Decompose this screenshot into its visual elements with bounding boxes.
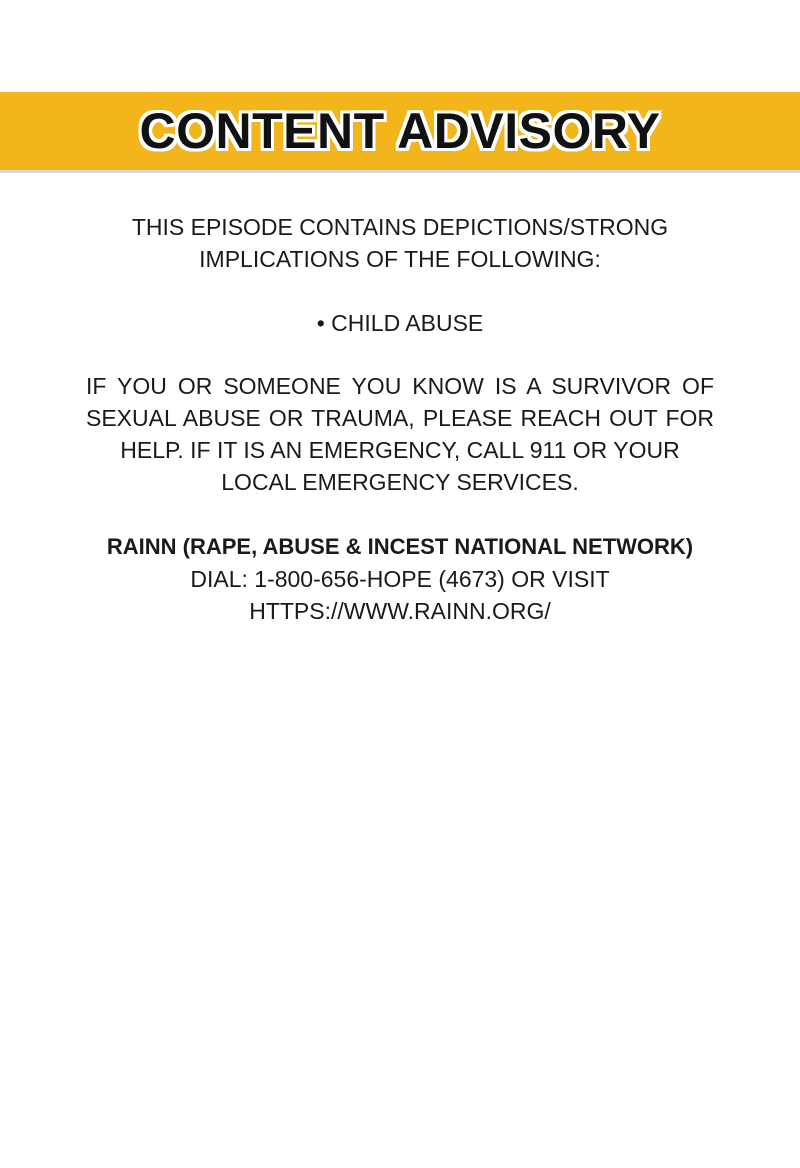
warning-list <box>80 307 720 339</box>
help-line-1: IF YOU OR SOMEONE YOU KNOW IS A SURVIVOR OF <box>86 373 714 399</box>
help-line-4: LOCAL EMERGENCY SERVICES. <box>221 469 579 495</box>
help-paragraph <box>86 370 714 498</box>
resource-phone: DIAL: 1-800-656-HOPE (4673) OR VISIT <box>190 566 610 592</box>
warning-item: • CHILD ABUSE <box>316 310 484 336</box>
intro-line-1: THIS EPISODE CONTAINS DEPICTIONS/STRONG <box>131 214 669 240</box>
resource-name: RAINN (RAPE, ABUSE & INCEST NATIONAL NETWORK) <box>106 534 694 559</box>
page-title: CONTENT ADVISORY <box>139 103 661 159</box>
intro-line-2: IMPLICATIONS OF THE FOLLOWING: <box>199 246 601 272</box>
advisory-banner <box>0 92 800 173</box>
help-line-3: HELP. IF IT IS AN EMERGENCY, CALL 911 OR YOUR <box>120 437 680 463</box>
resource-url: HTTPS://WWW.RAINN.ORG/ <box>249 598 551 624</box>
resource-block <box>80 531 720 627</box>
help-line-2: SEXUAL ABUSE OR TRAUMA, PLEASE REACH OUT FOR <box>86 405 714 431</box>
intro-text <box>80 211 720 275</box>
